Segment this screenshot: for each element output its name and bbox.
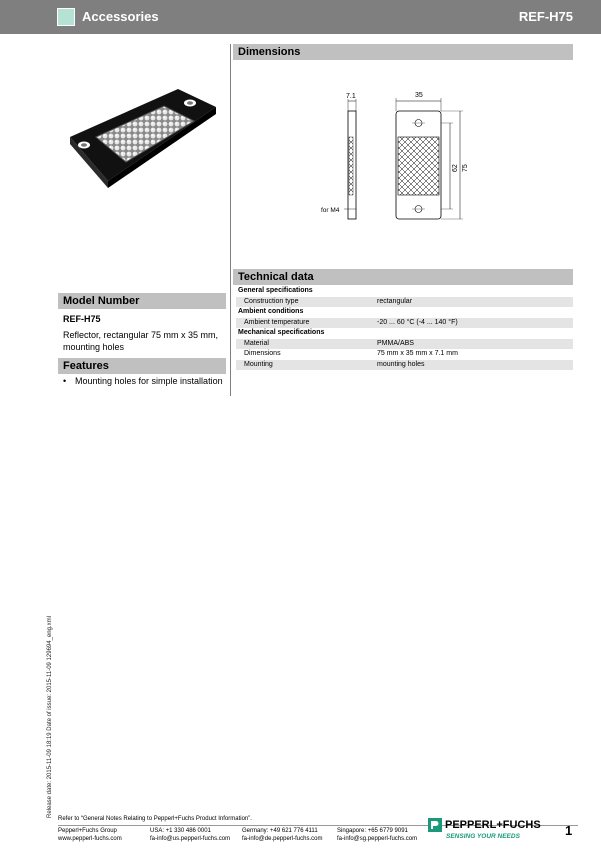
ambient-temp-label: Ambient temperature xyxy=(236,318,375,329)
germany-phone: Germany: +49 621 776 4111 xyxy=(242,828,318,834)
footer-company xyxy=(58,827,122,843)
company-website[interactable]: www.pepperl-fuchs.com xyxy=(58,836,122,842)
brand-tagline: SENSING YOUR NEEDS xyxy=(446,833,520,840)
feature-text: Mounting holes for simple installation xyxy=(75,376,223,386)
product-photo xyxy=(60,85,220,195)
screw-label: for M4 xyxy=(321,207,340,214)
company-name: Pepperl+Fuchs Group xyxy=(58,828,117,834)
footer-germany xyxy=(242,827,322,843)
page-number: 1 xyxy=(565,823,573,838)
features-list xyxy=(63,376,223,386)
column-divider xyxy=(230,44,231,396)
singapore-email[interactable]: fa-info@sg.pepperl-fuchs.com xyxy=(337,836,418,842)
mounting-value: mounting holes xyxy=(375,360,573,371)
dimension-drawing xyxy=(300,85,500,225)
ambient-temp-value: -20 ... 60 °C (-4 ... 140 °F) xyxy=(375,318,573,329)
dim-width-label: 35 xyxy=(415,92,423,99)
footer-usa xyxy=(150,827,230,843)
singapore-phone: Singapore: +65 6779 9091 xyxy=(337,828,408,834)
list-item xyxy=(63,376,223,386)
features-heading: Features xyxy=(58,358,226,374)
technical-data-table xyxy=(236,286,573,370)
brand-logo-icon xyxy=(428,818,442,832)
dimensions-label: Dimensions xyxy=(244,350,281,357)
bullet-icon: • xyxy=(63,376,67,386)
group-general: General specifications xyxy=(238,287,313,294)
dim-thickness-label: 7.1 xyxy=(346,93,356,100)
germany-email[interactable]: fa-info@de.pepperl-fuchs.com xyxy=(242,836,323,842)
footer-singapore xyxy=(337,827,417,843)
usa-phone: USA: +1 330 486 0001 xyxy=(150,828,211,834)
brand-name: PEPPERL+FUCHS xyxy=(445,819,541,831)
mounting-label: Mounting xyxy=(236,360,375,371)
table-row xyxy=(236,349,573,360)
model-number-heading: Model Number xyxy=(58,293,226,309)
group-ambient: Ambient conditions xyxy=(238,308,304,315)
model-name: REF-H75 xyxy=(63,314,101,324)
material-label: Material xyxy=(236,339,375,350)
table-row xyxy=(236,318,573,329)
table-group-row xyxy=(236,286,573,297)
dimensions-heading: Dimensions xyxy=(233,44,573,60)
table-group-row xyxy=(236,307,573,318)
dim-inner-label: 62 xyxy=(452,164,459,172)
construction-value: rectangular xyxy=(375,297,573,308)
model-title: REF-H75 xyxy=(518,9,573,24)
dimensions-value: 75 mm x 35 mm x 7.1 mm xyxy=(377,350,458,357)
model-description: Reflector, rectangular 75 mm x 35 mm, mounting holes xyxy=(63,330,219,352)
technical-data-heading: Technical data xyxy=(233,269,573,285)
category-title: Accessories xyxy=(82,9,159,24)
usa-email[interactable]: fa-info@us.pepperl-fuchs.com xyxy=(150,836,231,842)
construction-label: Construction type xyxy=(236,297,375,308)
table-row xyxy=(236,360,573,371)
page-header xyxy=(0,0,601,34)
release-info: Release date: 2015-11-09 18:19 Date of issue: 2015-11-09 129694_eng.xml xyxy=(47,616,53,818)
material-value: PMMA/ABS xyxy=(375,339,573,350)
table-group-row xyxy=(236,328,573,339)
category-icon xyxy=(57,8,75,26)
group-mechanical: Mechanical specifications xyxy=(238,329,325,336)
dim-height-label: 75 xyxy=(462,164,469,172)
footer-note: Refer to “General Notes Relating to Pepperl+Fuchs Product Information”. xyxy=(58,816,252,822)
table-row xyxy=(236,339,573,350)
table-row xyxy=(236,297,573,308)
